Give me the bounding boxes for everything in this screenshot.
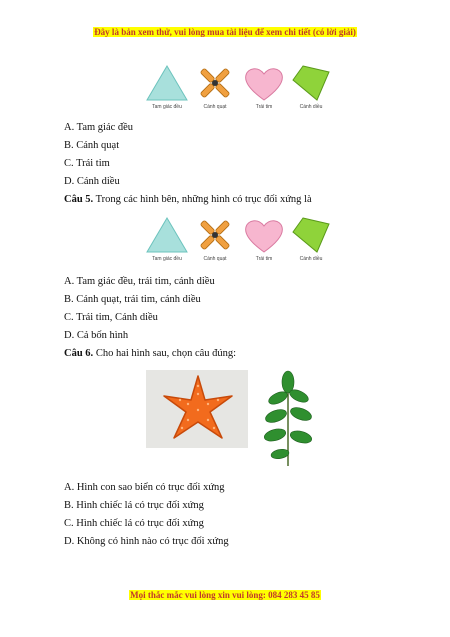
fan-caption: Cánh quạt bbox=[203, 104, 227, 110]
q5-option-c: C. Trái tim, Cánh diều bbox=[64, 312, 158, 323]
contact-notice-text: Mọi thắc mắc vui lòng xin vui lòng: 084 283 45 85 bbox=[130, 590, 320, 600]
kite-shape bbox=[289, 64, 333, 116]
q5-label: Câu 5. bbox=[64, 194, 94, 205]
q4-option-d: D. Cánh diều bbox=[64, 176, 120, 187]
preview-notice-text: Đây là bản xem thử, vui lòng mua tài liệu để xem chi tiết (có lời giải) bbox=[94, 27, 356, 37]
q6-option-d: D. Không có hình nào có trục đối xứng bbox=[64, 536, 229, 547]
starfish-image bbox=[146, 370, 248, 448]
triangle-caption: Tam giác đều bbox=[152, 104, 182, 110]
leaf-image bbox=[258, 370, 318, 470]
heart-shape bbox=[242, 64, 286, 116]
shapes-figure-q5 bbox=[145, 216, 335, 268]
shapes-figure-q4 bbox=[145, 64, 335, 116]
contact-notice bbox=[0, 590, 450, 600]
q6-option-b: B. Hình chiếc lá có trục đối xứng bbox=[64, 500, 204, 511]
triangle-shape bbox=[145, 64, 189, 116]
q5-option-d: D. Cả bốn hình bbox=[64, 330, 129, 341]
kite-shape bbox=[289, 216, 333, 268]
q4-option-b: B. Cánh quạt bbox=[64, 140, 120, 151]
fan-shape bbox=[193, 64, 237, 116]
kite-caption: Cánh diều bbox=[299, 104, 323, 110]
kite-caption: Cánh diều bbox=[299, 256, 323, 262]
fan-shape bbox=[193, 216, 237, 268]
q6-question bbox=[64, 348, 236, 359]
triangle-shape bbox=[145, 216, 189, 268]
q6-option-c: C. Hình chiếc lá có trục đối xứng bbox=[64, 518, 204, 529]
q5-option-a: A. Tam giác đều, trái tim, cánh diều bbox=[64, 276, 215, 287]
q4-option-c: C. Trái tim bbox=[64, 158, 110, 169]
triangle-caption: Tam giác đều bbox=[152, 256, 182, 262]
q5-question bbox=[64, 194, 312, 205]
q5-text: Trong các hình bên, những hình có trục đối xứng là bbox=[95, 194, 312, 205]
q6-text: Cho hai hình sau, chọn câu đúng: bbox=[95, 348, 237, 359]
q4-option-a: A. Tam giác đều bbox=[64, 122, 134, 133]
fan-caption: Cánh quạt bbox=[203, 256, 227, 262]
q5-option-b: B. Cánh quạt, trái tim, cánh diều bbox=[64, 294, 201, 305]
preview-notice bbox=[0, 27, 450, 37]
q6-label: Câu 6. bbox=[64, 348, 94, 359]
q6-option-a: A. Hình con sao biển có trục đối xứng bbox=[64, 482, 225, 493]
heart-caption: Trái tim bbox=[255, 256, 273, 262]
heart-shape bbox=[242, 216, 286, 268]
heart-caption: Trái tim bbox=[255, 104, 273, 110]
